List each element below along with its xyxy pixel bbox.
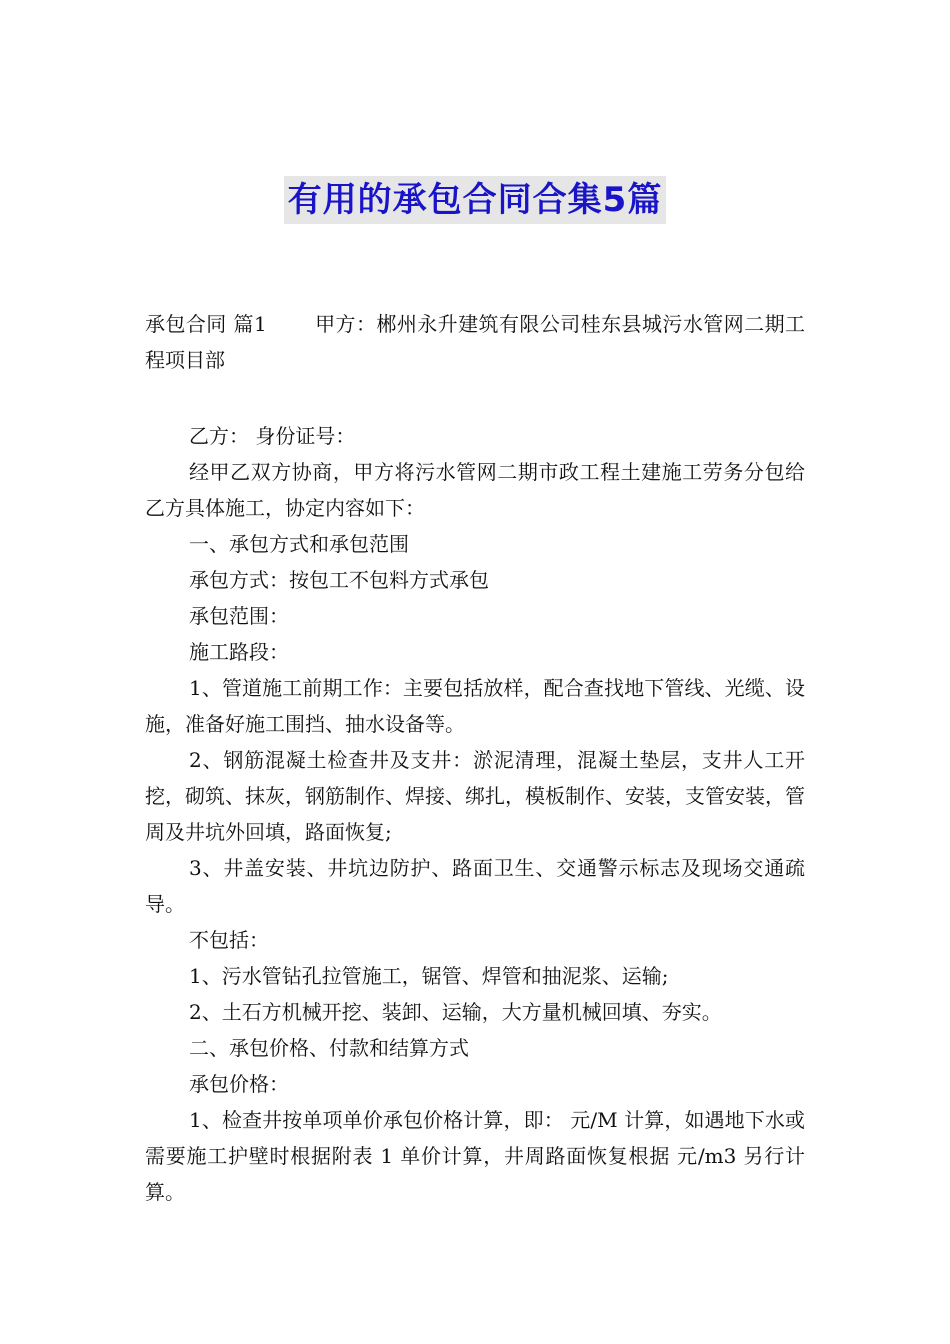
paragraph: 承包价格： bbox=[189, 1072, 289, 1096]
party-b: 乙方： 身份证号： bbox=[189, 424, 356, 448]
list-item: 1、检查井按单项单价承包价格计算，即： 元/M 计算，如遇地下水或需要施工护壁时根据附表 1 单价计算，井周路面恢复根据 元/m3 另行计算。 bbox=[145, 1108, 805, 1204]
paragraph: 不包括： bbox=[189, 928, 269, 952]
list-item: 2、钢筋混凝土检查井及支井：淤泥清理，混凝土垫层，支井人工开挖，砌筑、抹灰，钢筋制作、焊接、绑扎，模板制作、安装，支管安装，管周及井坑外回填，路面恢复; bbox=[145, 748, 805, 844]
list-item: 1、管道施工前期工作：主要包括放样，配合查找地下管线、光缆、设施，准备好施工围挡、抽水设备等。 bbox=[145, 676, 805, 736]
paragraph: 经甲乙双方协商，甲方将污水管网二期市政工程土建施工劳务分包给乙方具体施工，协定内容如下： bbox=[145, 460, 805, 520]
contract-heading bbox=[145, 306, 805, 378]
list-item: 2、土石方机械开挖、装卸、运输，大方量机械回填、夯实。 bbox=[189, 1000, 722, 1024]
section-heading: 一、承包方式和承包范围 bbox=[189, 532, 409, 556]
document-title-text: 有用的承包合同合集5篇 bbox=[284, 176, 667, 224]
contract-section-label: 承包合同 篇1 bbox=[145, 312, 267, 336]
list-item: 1、污水管钻孔拉管施工，锯管、焊管和抽泥浆、运输; bbox=[189, 964, 669, 988]
party-a: 甲方：郴州永升建筑有限公司桂东县城污水管网二期工程项目部 bbox=[145, 312, 805, 372]
list-item: 3、井盖安装、井坑边防护、路面卫生、交通警示标志及现场交通疏导。 bbox=[145, 856, 805, 916]
paragraph: 施工路段： bbox=[189, 640, 289, 664]
paragraph: 承包范围： bbox=[189, 604, 289, 628]
document-body bbox=[145, 306, 805, 1210]
paragraph: 承包方式：按包工不包料方式承包 bbox=[189, 568, 489, 592]
document-title bbox=[0, 176, 950, 224]
section-heading: 二、承包价格、付款和结算方式 bbox=[189, 1036, 469, 1060]
